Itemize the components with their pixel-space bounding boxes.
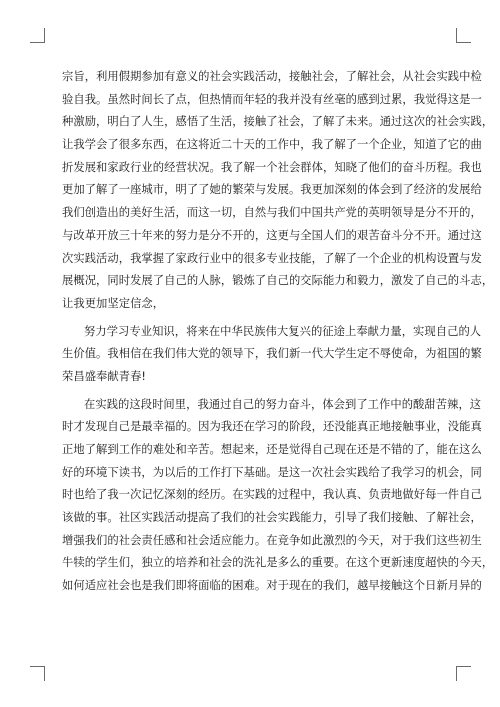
text-line: 让我学会了很多东西，在这将近二十天的工作中，我了解了一个企业，知道了它的曲 — [62, 138, 482, 152]
text-line: 该做的事。社区实践活动提高了我们的社会实践能力，引导了我们接触、了解社会， — [62, 511, 482, 525]
text-line: 时才发现自己是最幸福的。因为我还在学习的阶段，还没能真正地接触事业，没能真 — [62, 420, 482, 434]
crop-mark-bottom-right — [456, 666, 471, 681]
text-line: 折发展和家政行业的经营状况。我了解一个社会群体，知晓了他们的奋斗历程。我也 — [62, 160, 482, 174]
text-line: 让我更加坚定信念， — [62, 296, 165, 310]
crop-mark-top-right — [456, 28, 471, 43]
text-line: 正地了解到工作的难处和辛苦。想起来，还是觉得自己现在还是不错的了，能在这么 — [62, 443, 482, 456]
text-line: 努力学习专业知识，将来在中华民族伟大复兴的征途上奉献力量，实现自己的人 — [84, 324, 482, 338]
paragraph-1 — [62, 66, 494, 316]
text-line: 与改革开放三十年来的努力是分不开的，这更与全国人们的艰苦奋斗分不开。通过这 — [62, 228, 482, 242]
text-line: 展概况，同时发展了自己的人脉，锻炼了自己的交际能力和毅力，激发了自己的斗志， — [62, 274, 494, 288]
text-line: 荣昌盛奉献青春! — [62, 369, 147, 383]
paragraph-2 — [62, 321, 482, 389]
crop-mark-top-left — [30, 28, 45, 43]
text-line: 次实践活动，我掌握了家政行业中的很多专业技能，了解了一个企业的机构设置与发 — [62, 251, 482, 265]
text-line: 生价值。我相信在我们伟大党的领导下，我们新一代大学生定不辱使命，为祖国的繁 — [62, 347, 482, 361]
paragraph-3 — [62, 394, 494, 598]
text-line: 更加了解了一座城市，明了了她的繁荣与发展。我更加深刻的体会到了经济的发展给 — [62, 183, 482, 197]
text-line: 宗旨，利用假期参加有意义的社会实践活动，接触社会，了解社会，从社会实践中检 — [62, 70, 482, 83]
text-line: 验自我。虽然时间长了点，但热情而年轻的我并没有丝毫的感到过累，我觉得这是一 — [62, 92, 482, 106]
text-line: 我们创造出的美好生活，而这一切，自然与我们中国共产党的英明领导是分不开的， — [62, 206, 482, 220]
text-line: 在实践的这段时间里，我通过自己的努力奋斗，体会到了工作中的酸甜苦辣，这 — [84, 397, 482, 411]
text-line: 好的环境下读书，为以后的工作打下基础。是这一次社会实践给了我学习的机会，同 — [62, 465, 482, 479]
text-line: 种激励，明白了人生，感悟了生活，接触了社会，了解了未来。通过这次的社会实践， — [62, 115, 494, 129]
document-body — [62, 66, 494, 603]
text-line: 牛犊的学生们，独立的培养和社会的洗礼是多么的重要。在这个更新速度超快的今天， — [62, 556, 494, 570]
text-line: 如何适应社会也是我们即将面临的困难。对于现在的我们，越早接触这个日新月异的 — [62, 579, 482, 593]
text-line: 增强我们的社会责任感和社会适应能力。在竞争如此激烈的今天，对于我们这些初生 — [62, 533, 482, 547]
crop-mark-bottom-left — [30, 666, 45, 681]
text-line: 时也给了我一次记忆深刻的经历。在实践的过程中，我认真、负责地做好每一件自己 — [62, 488, 482, 502]
